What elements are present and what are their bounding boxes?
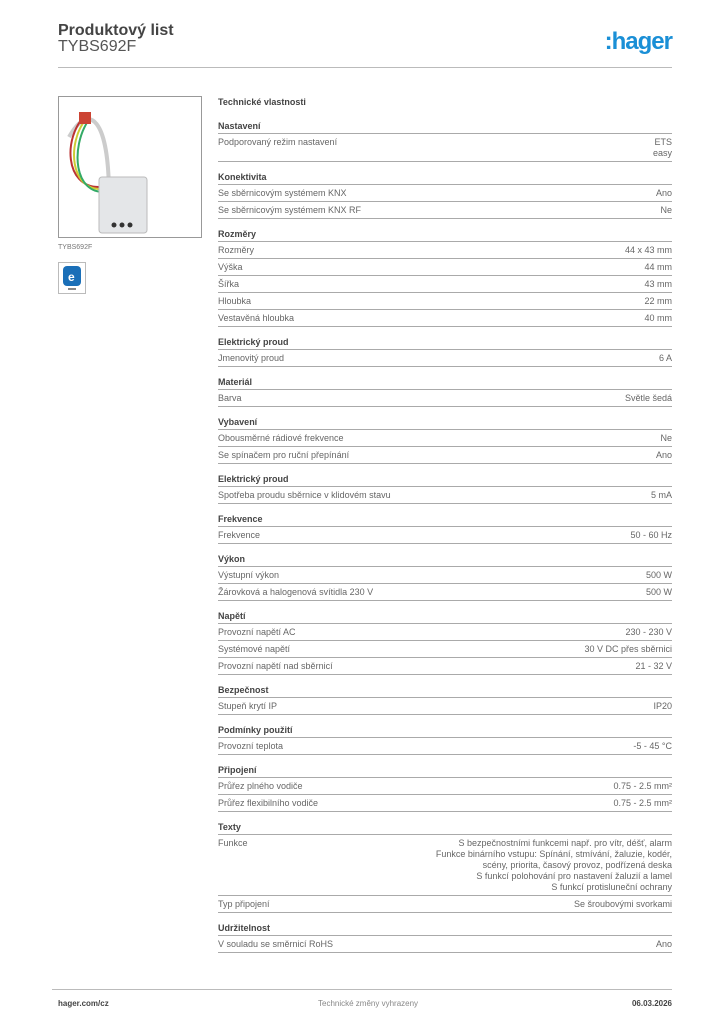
easy-badge-icon	[58, 262, 86, 294]
spec-label: V souladu se směrnicí RoHS	[218, 939, 334, 949]
spec-value: 40 mm	[644, 313, 672, 323]
spec-section	[218, 336, 672, 367]
spec-label: Obousměrné rádiové frekvence	[218, 433, 344, 443]
spec-row	[218, 134, 672, 162]
technical-properties	[218, 97, 672, 962]
spec-section-title: Elektrický proud	[218, 473, 672, 487]
spec-section-title: Materiál	[218, 376, 672, 390]
spec-value: 44 mm	[644, 262, 672, 272]
spec-row	[218, 641, 672, 658]
spec-label: Systémové napětí	[218, 644, 291, 654]
spec-label: Se spínačem pro ruční přepínání	[218, 450, 350, 460]
spec-value: Ano	[655, 939, 672, 949]
spec-section	[218, 724, 672, 755]
image-caption: TYBS692F	[58, 244, 93, 251]
spec-section-title: Rozměry	[218, 228, 672, 242]
spec-value: Se šroubovými svorkami	[573, 899, 672, 909]
spec-row	[218, 185, 672, 202]
spec-row	[218, 242, 672, 259]
spec-label: Šířka	[218, 279, 240, 289]
spec-row	[218, 624, 672, 641]
footer-website-link[interactable]: hager.com/cz	[58, 999, 109, 1008]
spec-label: Jmenovitý proud	[218, 353, 285, 363]
spec-value: Ne	[660, 433, 672, 443]
spec-label: Výška	[218, 262, 243, 272]
spec-value: Ano	[655, 450, 672, 460]
spec-row	[218, 430, 672, 447]
section-heading: Technické vlastnosti	[218, 97, 306, 107]
spec-section	[218, 821, 672, 913]
spec-label: Provozní teplota	[218, 741, 284, 751]
spec-value: 6 A	[658, 353, 672, 363]
spec-row	[218, 738, 672, 755]
spec-row	[218, 259, 672, 276]
spec-value: 22 mm	[644, 296, 672, 306]
spec-label: Provozní napětí AC	[218, 627, 296, 637]
spec-value: 30 V DC přes sběrnici	[584, 644, 672, 654]
spec-section-title: Elektrický proud	[218, 336, 672, 350]
spec-row	[218, 896, 672, 913]
spec-row	[218, 447, 672, 464]
spec-value: 43 mm	[644, 279, 672, 289]
spec-row	[218, 293, 672, 310]
header-divider	[58, 67, 672, 68]
spec-section	[218, 171, 672, 219]
spec-value: Ne	[660, 205, 672, 215]
spec-label: Spotřeba proudu sběrnice v klidovém stavu	[218, 490, 391, 500]
spec-section-title: Texty	[218, 821, 672, 835]
spec-row	[218, 936, 672, 953]
page-title: Produktový list	[58, 22, 174, 39]
spec-label: Výstupní výkon	[218, 570, 280, 580]
spec-label: Se sběrnicovým systémem KNX	[218, 188, 347, 198]
spec-value: 500 W	[645, 587, 672, 597]
spec-value: 5 mA	[650, 490, 672, 500]
spec-value: 230 - 230 V	[625, 627, 672, 637]
spec-value: S bezpečnostními funkcemi např. pro vítr, déšť, alarm Funkce binárního vstupu: Spínání, stmívání, žaluzie, kodér, scény, priorita, časový provoz, podřízená deska S funkcí polohování pro nastavení žaluzií a lamel S funkcí protisluneční ochrany	[435, 838, 672, 892]
spec-value: ETS easy	[652, 137, 672, 158]
spec-label: Hloubka	[218, 296, 252, 306]
spec-label: Frekvence	[218, 530, 261, 540]
spec-section	[218, 553, 672, 601]
spec-value: 0.75 - 2.5 mm²	[613, 781, 672, 791]
spec-value: 44 x 43 mm	[624, 245, 672, 255]
spec-row	[218, 584, 672, 601]
spec-section-title: Podmínky použití	[218, 724, 672, 738]
spec-section	[218, 922, 672, 953]
footer-divider	[52, 989, 672, 990]
spec-section	[218, 416, 672, 464]
spec-value: 500 W	[645, 570, 672, 580]
product-image	[58, 96, 202, 238]
hager-logo: :hager	[604, 28, 672, 55]
spec-value: 0.75 - 2.5 mm²	[613, 798, 672, 808]
spec-row	[218, 658, 672, 675]
spec-value: 21 - 32 V	[635, 661, 672, 671]
spec-row	[218, 202, 672, 219]
spec-section	[218, 120, 672, 162]
footer-disclaimer: Technické změny vyhrazeny	[318, 999, 419, 1008]
spec-label: Vestavěná hloubka	[218, 313, 295, 323]
spec-section-title: Udržitelnost	[218, 922, 672, 936]
spec-label: Průřez plného vodiče	[218, 781, 303, 791]
spec-row	[218, 795, 672, 812]
spec-section-title: Napětí	[218, 610, 672, 624]
spec-row	[218, 778, 672, 795]
spec-section-title: Nastavení	[218, 120, 672, 134]
footer-date: 06.03.2026	[631, 999, 672, 1008]
spec-section	[218, 684, 672, 715]
svg-text:e: e	[68, 270, 75, 284]
spec-section-title: Frekvence	[218, 513, 672, 527]
spec-label: Podporovaný režim nastavení	[218, 137, 338, 147]
spec-value: IP20	[653, 701, 672, 711]
spec-value: Světle šedá	[624, 393, 672, 403]
spec-section	[218, 473, 672, 504]
spec-section-title: Bezpečnost	[218, 684, 672, 698]
spec-section	[218, 513, 672, 544]
spec-label: Stupeň krytí IP	[218, 701, 278, 711]
spec-section	[218, 610, 672, 675]
spec-label: Se sběrnicovým systémem KNX RF	[218, 205, 362, 215]
product-code: TYBS692F	[58, 38, 137, 55]
spec-section-title: Výkon	[218, 553, 672, 567]
spec-row	[218, 310, 672, 327]
spec-label: Žárovková a halogenová svítidla 230 V	[218, 587, 374, 597]
spec-label: Typ připojení	[218, 899, 270, 909]
spec-label: Průřez flexibilního vodiče	[218, 798, 319, 808]
spec-label: Barva	[218, 393, 242, 403]
spec-section-title: Vybavení	[218, 416, 672, 430]
spec-label: Rozměry	[218, 245, 255, 255]
spec-row	[218, 698, 672, 715]
spec-section	[218, 376, 672, 407]
spec-row	[218, 487, 672, 504]
spec-section	[218, 228, 672, 327]
spec-row	[218, 350, 672, 367]
spec-row	[218, 835, 672, 896]
spec-row	[218, 567, 672, 584]
spec-row	[218, 527, 672, 544]
spec-row	[218, 390, 672, 407]
spec-label: Provozní napětí nad sběrnicí	[218, 661, 333, 671]
spec-value: Ano	[655, 188, 672, 198]
spec-value: 50 - 60 Hz	[630, 530, 672, 540]
spec-label: Funkce	[218, 838, 248, 848]
spec-section-title: Připojení	[218, 764, 672, 778]
spec-section	[218, 764, 672, 812]
spec-section-title: Konektivita	[218, 171, 672, 185]
spec-value: -5 - 45 °C	[633, 741, 672, 751]
spec-row	[218, 276, 672, 293]
